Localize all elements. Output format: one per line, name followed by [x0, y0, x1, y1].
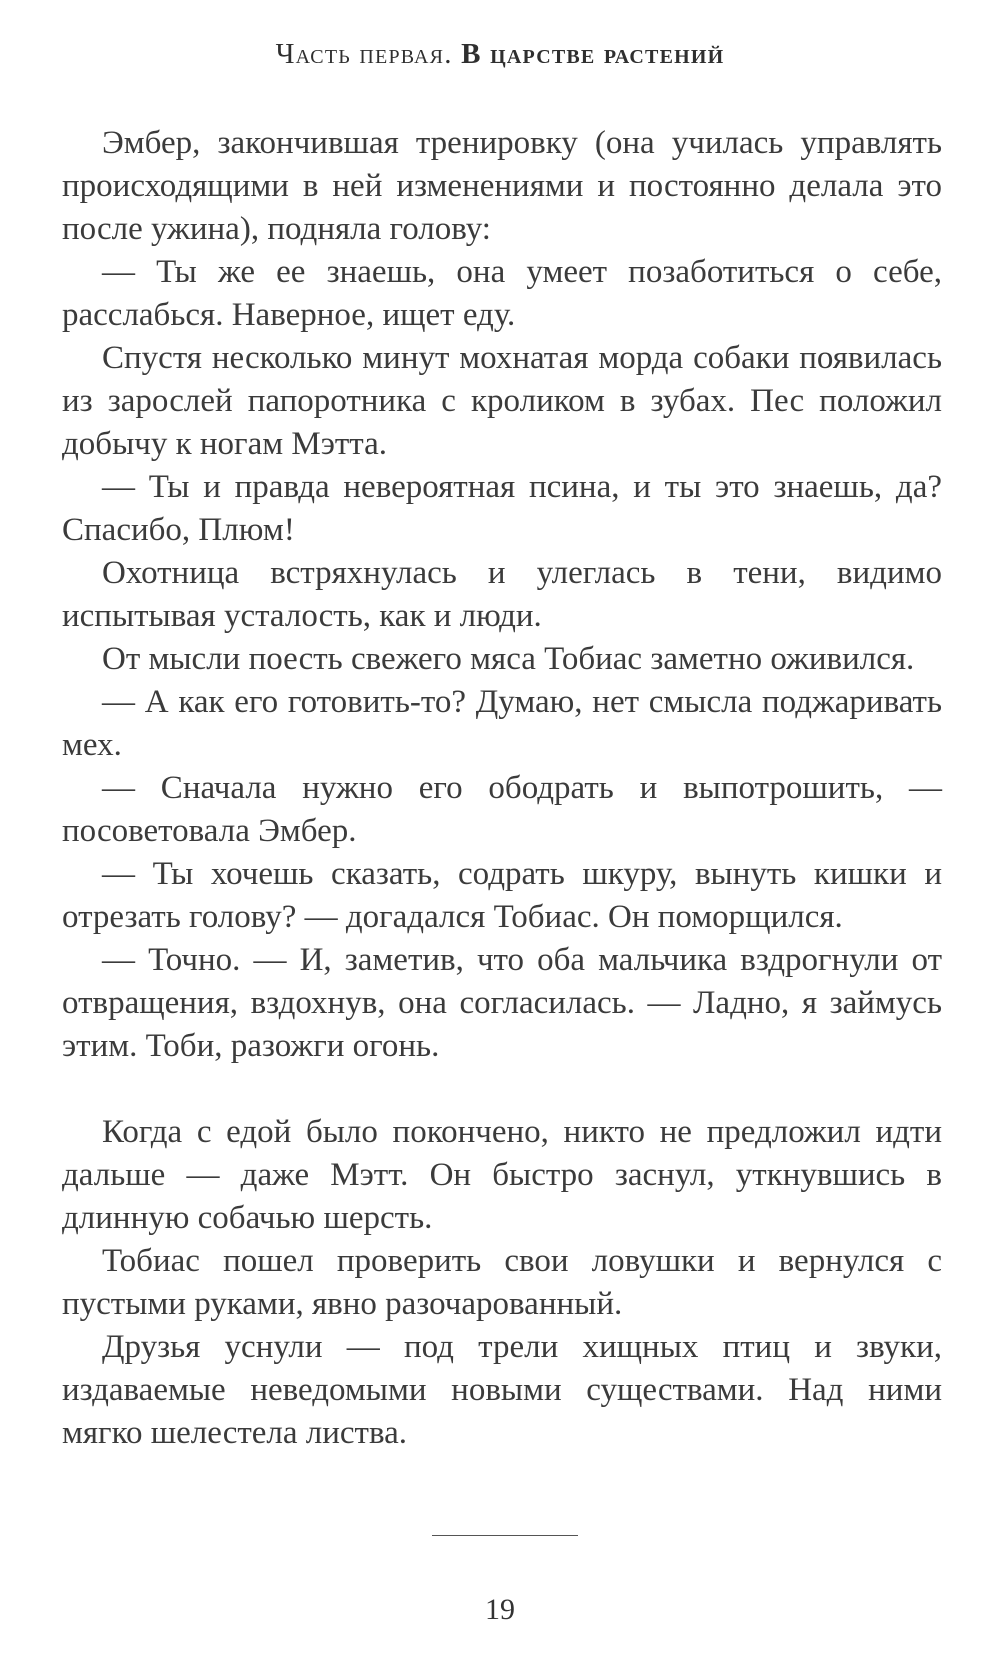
paragraph: Когда с едой было покончено, никто не предложил идти дальше — даже Мэтт. Он быстро заснул, уткнувшись в длинную собачью шерсть. [62, 1114, 942, 1236]
end-divider [432, 1535, 578, 1536]
paragraph: — Точно. — И, заметив, что оба мальчика вздрогнули от отвращения, вздохнув, она согласилась. — Ладно, я займусь этим. Тоби, разожги огонь. [62, 942, 942, 1064]
body-text [62, 122, 942, 1455]
paragraph: — Ты и правда невероятная псина, и ты это знаешь, да? Спасибо, Плюм! [62, 469, 942, 548]
paragraph: — Ты хочешь сказать, содрать шкуру, вынуть кишки и отрезать голову? — догадался Тобиас. Он поморщился. [62, 856, 942, 935]
header-part: Часть первая. [275, 38, 453, 70]
paragraph: Тобиас пошел проверить свои ловушки и вернулся с пустыми руками, явно разочарованный. [62, 1243, 942, 1322]
page-number: 19 [485, 1593, 515, 1626]
section-break [62, 1068, 942, 1111]
header-title: В царстве растений [461, 38, 725, 70]
paragraph: — А как его готовить-то? Думаю, нет смысла поджаривать мех. [62, 684, 942, 763]
paragraph: — Ты же ее знаешь, она умеет позаботиться о себе, расслабься. Наверное, ищет еду. [62, 254, 942, 333]
paragraph: Друзья уснули — под трели хищных птиц и звуки, издаваемые неведомыми новыми существами. Над ними мягко шелестела листва. [62, 1329, 942, 1451]
paragraph: От мысли поесть свежего мяса Тобиас заметно оживился. [102, 641, 915, 677]
paragraph: — Сначала нужно его ободрать и выпотрошить, — посоветовала Эмбер. [62, 770, 942, 849]
paragraph: Охотница встряхнулась и улеглась в тени, видимо испытывая усталость, как и люди. [62, 555, 942, 634]
running-header [0, 38, 1000, 71]
paragraph: Эмбер, закончившая тренировку (она училась управлять происходящими в ней изменениями и постоянно делала это после ужина), подняла голову: [62, 125, 942, 247]
paragraph: Спустя несколько минут мохнатая морда собаки появилась из зарослей папоротника с кроликом в зубах. Пес положил добычу к ногам Мэтта. [62, 340, 942, 462]
